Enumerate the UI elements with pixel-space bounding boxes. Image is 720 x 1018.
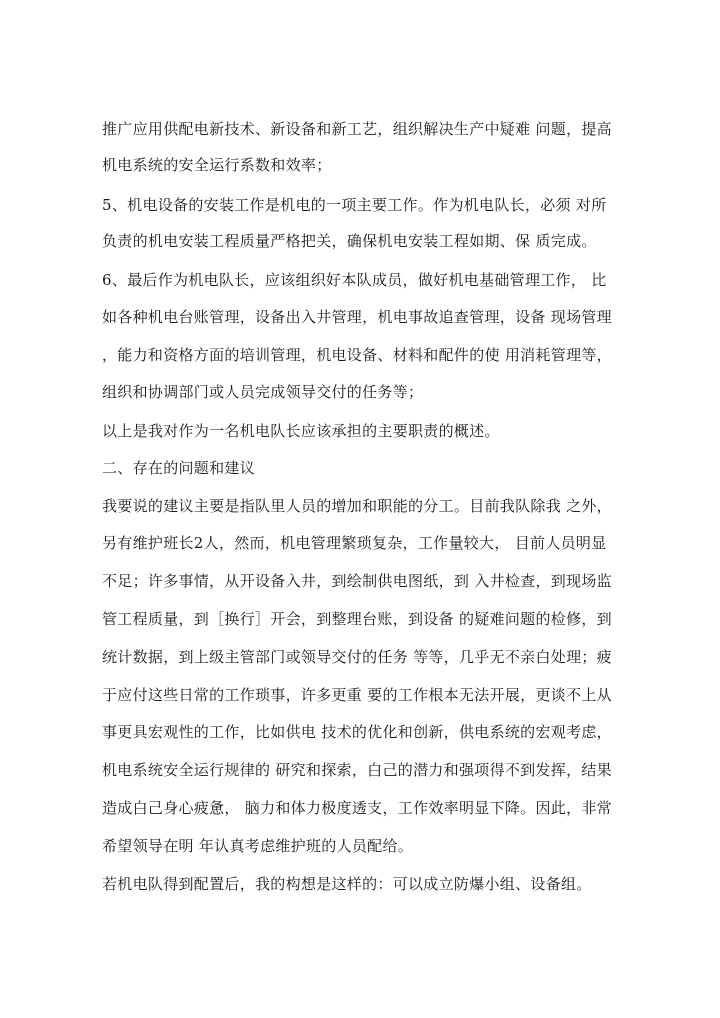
text-line-6: 如各种机电台账管理，设备出入井管理，机电事故追查管理，设备 现场管理 xyxy=(102,308,612,326)
text-line-11: 我要说的建议主要是指队里人员的增加和职能的分工。目前我队除我 之外， xyxy=(102,497,612,515)
section-heading: 二、存在的问题和建议 xyxy=(102,459,256,477)
text-line-12: 另有维护班长2人，然而，机电管理繁琐复杂，工作量较大， 目前人员明显 xyxy=(102,534,607,552)
text-line-18: 机电系统安全运行规律的 研究和探索，白己的潜力和强项得不到发挥，结果 xyxy=(102,761,612,779)
text-line-16: 于应付这些日常的工作琐事，许多更重 要的工作根本无法开展，更谈不上从 xyxy=(102,686,612,704)
text-line-9: 以上是我对作为一名机电队长应该承担的主要职责的概述。 xyxy=(102,422,500,440)
text-line-2: 机电系统的安全运行系数和效率； xyxy=(102,156,332,174)
text-line-21: 若机电队得到配置后，我的构想是这样的：可以成立防爆小组、设备组。 xyxy=(102,875,592,893)
text-line-8: 组织和协调部门或人员完成领导交付的任务等； xyxy=(102,383,424,401)
text-line-5: 6、最后作为机电队长，应该组织好本队成员，做好机电基础管理工作， 比 xyxy=(102,271,607,289)
text-line-14: 管工程质量，到［换行］开会，到整理台账，到设备 的疑难问题的检修，到 xyxy=(102,610,612,628)
text-line-4: 负责的机电安装工程质量严格把关，确保机电安装工程如期、保 质完成。 xyxy=(102,232,597,250)
text-line-3: 5、机电设备的安装工作是机电的一项主要工作。作为机电队长，必须 对所 xyxy=(102,196,607,214)
text-line-20: 希望领导在明 年认真考虑维护班的人员配给。 xyxy=(102,837,414,855)
text-line-19: 造成白己身心疲惫， 脑力和体力极度透支，工作效率明显下降。因此，非常 xyxy=(102,799,612,817)
text-line-7: ，能力和资格方面的培训管理，机电设备、材料和配件的使 用消耗管理等， xyxy=(102,346,612,364)
text-line-13: 不足；许多事情，从开设备入井，到绘制供电图纸，到 入井检查，到现场监 xyxy=(102,572,612,590)
text-line-1: 推广应用供配电新技术、新设备和新工艺，组织解决生产中疑难 问题，提高 xyxy=(102,120,612,138)
text-line-17: 事更具宏观性的工作，比如供电 技术的优化和创新，供电系统的宏观考虑， xyxy=(102,723,612,741)
text-line-15: 统计数据，到上级主管部门或领导交付的任务 等等，几乎无不亲白处理；疲 xyxy=(102,648,612,666)
